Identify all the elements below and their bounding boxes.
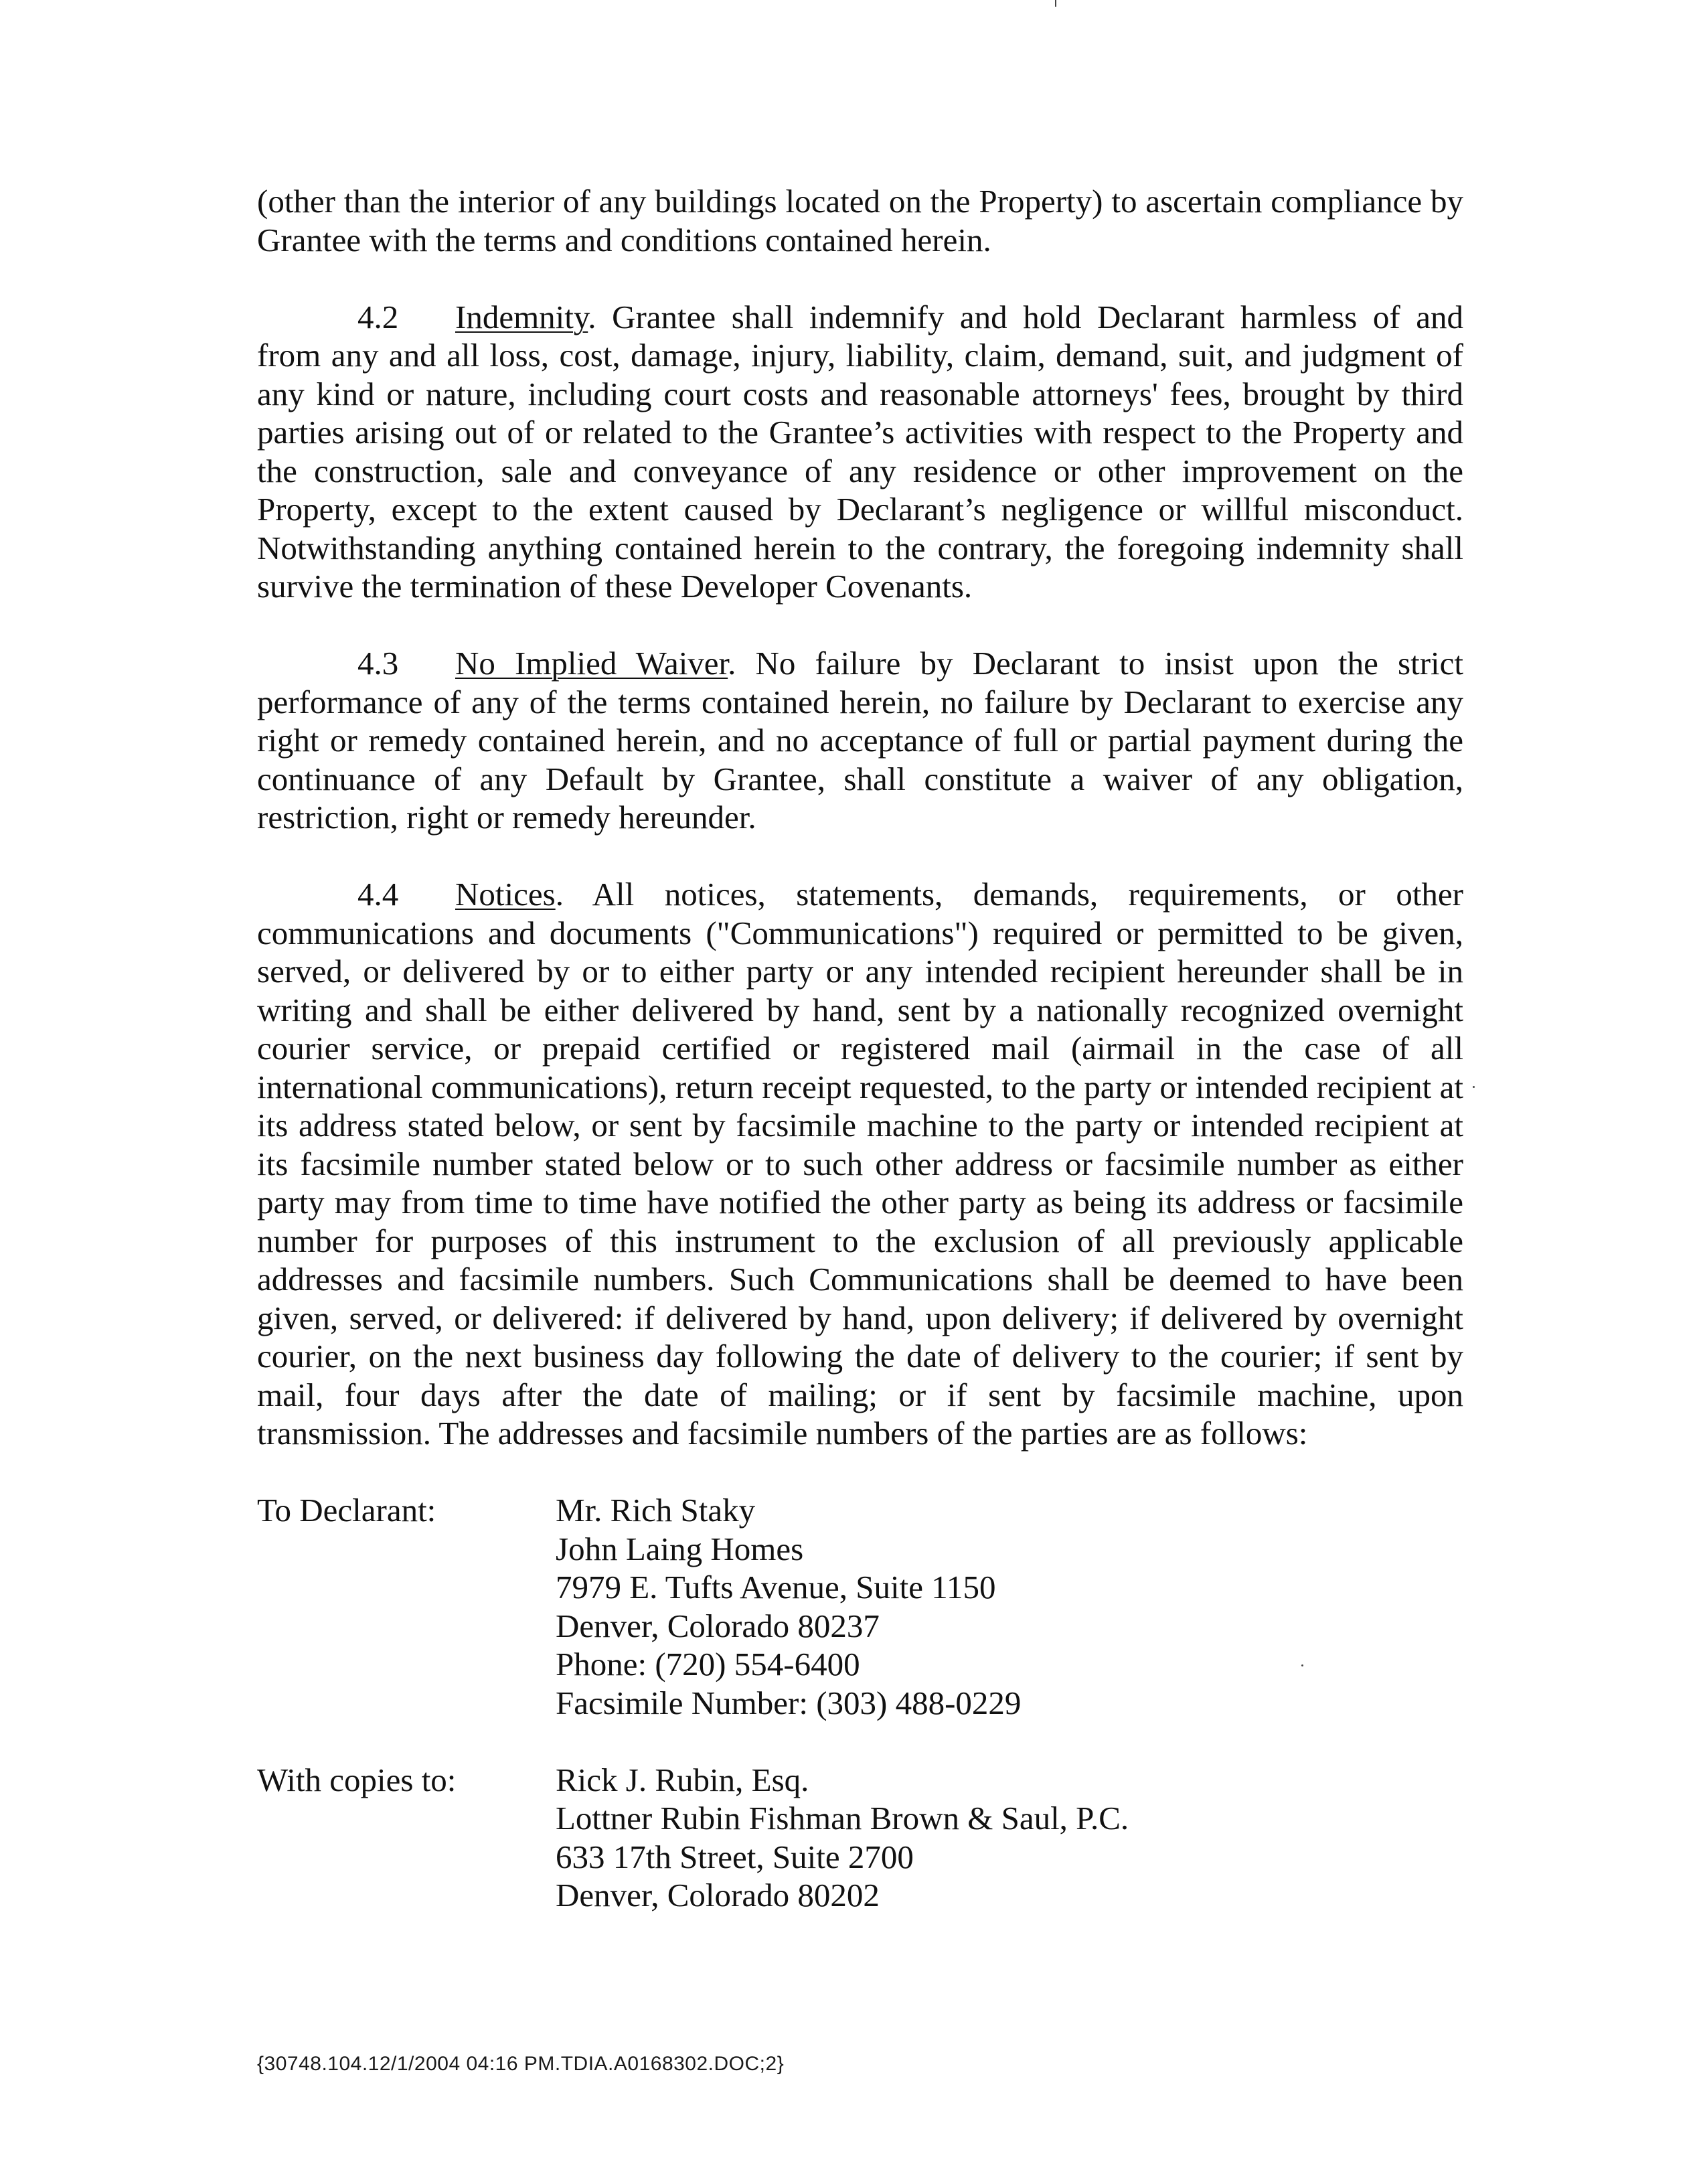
address-line: Phone: (720) 554-6400 [556, 1646, 860, 1683]
section-body: . No failure by Declarant to insist upon the strict performance of any of the terms contained herein, no failure by Declarant to exercise any right or remedy contained herein, and no acceptance of full or partial payment during the continuance of any Default by Grantee, shall constitute a waiver of any obligation, restriction, right or remedy hereunder. [257, 645, 1463, 836]
address-line: John Laing Homes [556, 1530, 804, 1567]
section-title-no-implied-waiver: No Implied Waiver [455, 645, 728, 682]
scan-speck [1473, 1086, 1475, 1088]
address-line: Rick J. Rubin, Esq. [556, 1761, 809, 1798]
address-label: To Declarant: [257, 1492, 436, 1529]
address-line: Denver, Colorado 80202 [556, 1877, 880, 1914]
scan-speck [1301, 1664, 1303, 1666]
section-number: 4.3 [357, 645, 399, 682]
section-4-2-paragraph [257, 298, 1463, 606]
continuation-paragraph: (other than the interior of any buildings located on the Property) to ascertain compliance by Grantee with the terms and conditions contained herein. [257, 183, 1463, 258]
address-label: With copies to: [257, 1761, 457, 1798]
address-block-declarant [257, 1491, 1463, 1722]
scan-speck [1055, 0, 1056, 7]
section-title-notices: Notices [455, 876, 556, 913]
address-block-copies [257, 1761, 1463, 1915]
address-line: Lottner Rubin Fishman Brown & Saul, P.C. [556, 1800, 1129, 1837]
address-lines [556, 1761, 1129, 1915]
section-4-3-paragraph [257, 644, 1463, 837]
section-body: . Grantee shall indemnify and hold Declarant harmless of and from any and all loss, cost, damage, injury, liability, claim, demand, suit, and judgment of any kind or nature, including court costs and reasonable attorneys' fees, brought by third parties arising out of or related to the Grantee’s activities with respect to the Property and the construction, sale and conveyance of any residence or other improvement on the Property, except to the extent caused by Declarant’s negligence or willful misconduct. Notwithstanding anything contained herein to the contrary, the foregoing indemnity shall survive the termination of these Developer Covenants. [257, 298, 1463, 605]
document-page [257, 182, 1463, 1915]
address-line: Mr. Rich Staky [556, 1492, 756, 1529]
section-title-indemnity: Indemnity [455, 298, 588, 335]
address-line: 7979 E. Tufts Avenue, Suite 1150 [556, 1569, 996, 1606]
document-footer-reference: {30748.104.12/1/2004 04:16 PM.TDIA.A0168302.DOC;2} [257, 2053, 785, 2075]
address-lines [556, 1491, 1021, 1722]
address-line: Denver, Colorado 80237 [556, 1607, 880, 1644]
section-4-4-paragraph [257, 875, 1463, 1453]
address-line: 633 17th Street, Suite 2700 [556, 1838, 914, 1875]
section-number: 4.4 [357, 876, 399, 913]
address-line: Facsimile Number: (303) 488-0229 [556, 1684, 1022, 1721]
section-number: 4.2 [357, 298, 399, 335]
section-body: . All notices, statements, demands, requirements, or other communications and documents ("Communications") required or permitted to be given, served, or delivered by or to either party or any intended recipient hereunder shall be in writing and shall be either delivered by hand, sent by a nationally recognized overnight courier service, or prepaid certified or registered mail (airmail in the case of all international communications), return receipt requested, to the party or intended recipient at its address stated below, or sent by facsimile machine to the party or intended recipient at its facsimile number stated below or to such other address or facsimile number as either party may from time to time have notified the other party as being its address or facsimile number for purposes of this instrument to the exclusion of all previously applicable addresses and facsimile numbers. Such Communications shall be deemed to have been given, served, or delivered: if delivered by hand, upon delivery; if delivered by overnight courier, on the next business day following the date of delivery to the courier; if sent by mail, four days after the date of mailing; or if sent by facsimile machine, upon transmission. The addresses and facsimile numbers of the parties are as follows: [257, 876, 1463, 1452]
